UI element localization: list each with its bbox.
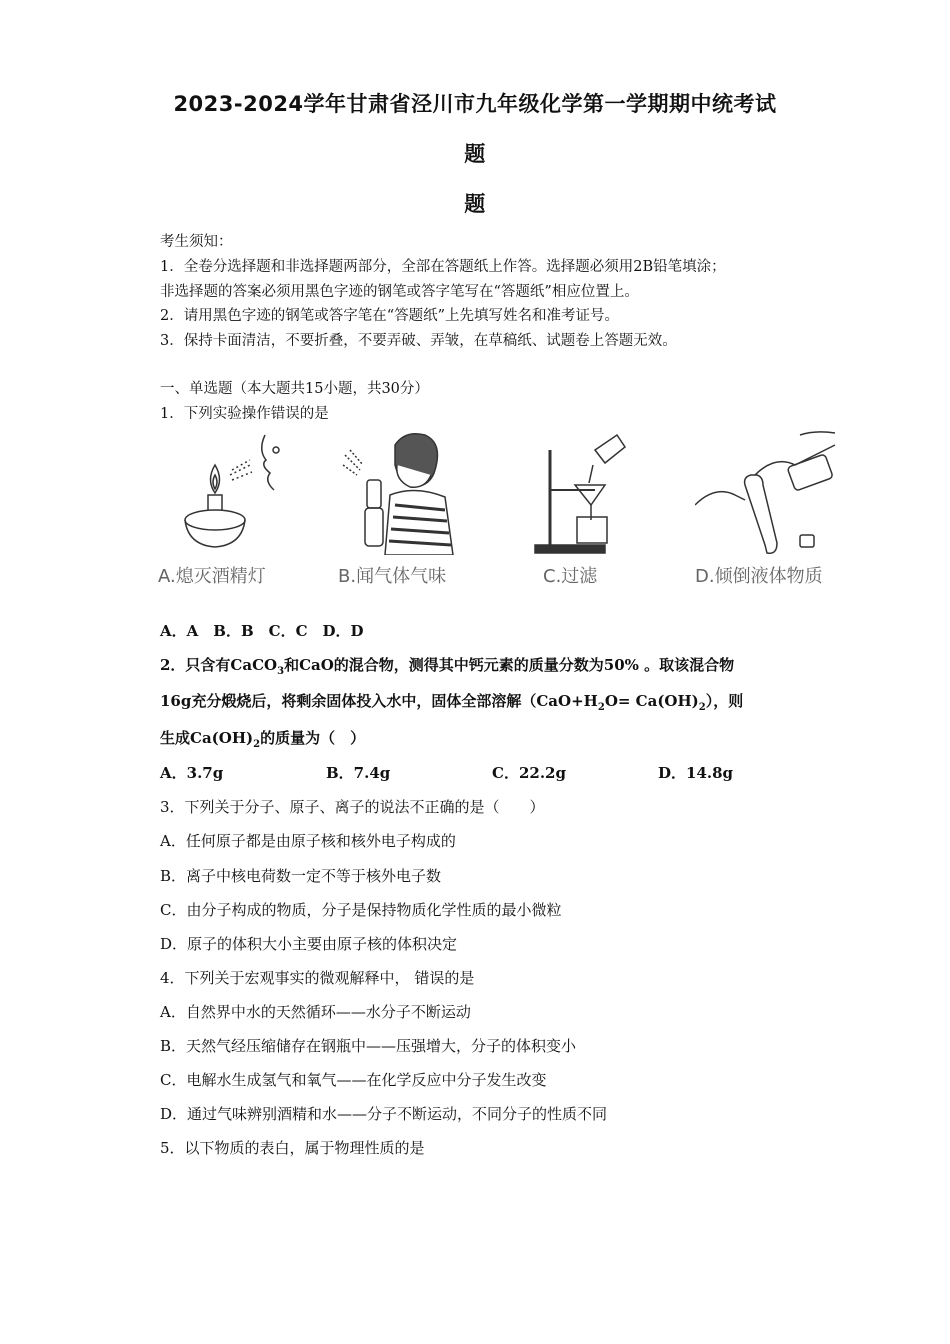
figure-caption-c: C.过滤	[543, 566, 598, 587]
q4-option-c: C．电解水生成氢气和氧气——在化学反应中分子发生改变	[160, 1071, 547, 1089]
notice-item-1-cont: 非选择题的答案必须用黑色字迹的钢笔或答字笔写在“答题纸”相应位置上。	[160, 284, 639, 300]
q3-stem: 3．下列关于分子、原子、离子的说法不正确的是（ ）	[160, 798, 545, 816]
q4-option-a: A．自然界中水的天然循环——水分子不断运动	[160, 1003, 471, 1021]
q3-option-c: C．由分子构成的物质，分子是保持物质化学性质的最小微粒	[160, 901, 562, 919]
q4-option-d: D．通过气味辨别酒精和水——分子不断运动，不同分子的性质不同	[160, 1105, 608, 1123]
q4-stem: 4．下列关于宏观事实的微观解释中， 错误的是	[160, 969, 475, 987]
figure-caption-a: A.熄灭酒精灯	[158, 566, 266, 587]
q2-options	[160, 762, 733, 783]
exam-title-line2: 题	[464, 142, 486, 166]
alcohol-lamp-illustration	[170, 425, 300, 555]
notice-item-3: 3．保持卡面清洁，不要折叠，不要弄破、弄皱，在草稿纸、试题卷上答题无效。	[160, 333, 677, 349]
q1-figure	[150, 425, 850, 595]
q2-option-c: C．22.2g	[492, 764, 566, 782]
section1-heading: 一、单选题（本大题共15小题，共30分）	[160, 381, 429, 397]
notice-heading: 考生须知：	[160, 234, 233, 250]
q2-line3: 生成$Ca(OH)_2$的质量为（ ）	[160, 729, 366, 750]
q2-option-d: D．14.8g	[658, 764, 734, 782]
exam-title-line3: 题	[464, 192, 486, 216]
exam-title-line1: 2023-2024学年甘肃省泾川市九年级化学第一学期期中统考试	[173, 92, 777, 116]
q1-options: A．A B．B C．C D．D	[160, 622, 364, 640]
filtration-illustration	[525, 425, 635, 560]
figure-caption-d: D.倾倒液体物质	[695, 566, 823, 587]
q2-option-b: B．7.4g	[326, 764, 391, 782]
q3-option-b: B．离子中核电荷数一定不等于核外电子数	[160, 867, 442, 885]
q2-option-a: A．3.7g	[160, 764, 224, 782]
smelling-gas-illustration	[335, 425, 465, 555]
notice-item-1: 1．全卷分选择题和非选择题两部分，全部在答题纸上作答。选择题必须用2B铅笔填涂；	[160, 259, 726, 275]
q3-option-a: A．任何原子都是由原子核和核外电子构成的	[160, 832, 456, 850]
notice-item-2: 2．请用黑色字迹的钢笔或答字笔在“答题纸”上先填写姓名和准考证号。	[160, 308, 620, 324]
q2-line1: 2．只含有CaCO$_3$和CaO的混合物，测得其中钙元素的质量分数为50% 。取该混合物	[160, 656, 735, 677]
q1-stem: 1．下列实验操作错误的是	[160, 406, 329, 422]
pouring-liquid-illustration	[695, 425, 845, 560]
q2-line2: 16g充分煅烧后，将剩余固体投入水中，固体全部溶解$(CaO+H_2O= Ca(OH)_2)$，则	[160, 692, 744, 713]
q5-stem: 5．以下物质的表白，属于物理性质的是	[160, 1139, 425, 1157]
q3-option-d: D．原子的体积大小主要由原子核的体积决定	[160, 935, 458, 953]
q4-option-b: B．天然气经压缩储存在钢瓶中——压强增大，分子的体积变小	[160, 1037, 577, 1055]
figure-caption-b: B.闻气体气味	[338, 566, 447, 587]
